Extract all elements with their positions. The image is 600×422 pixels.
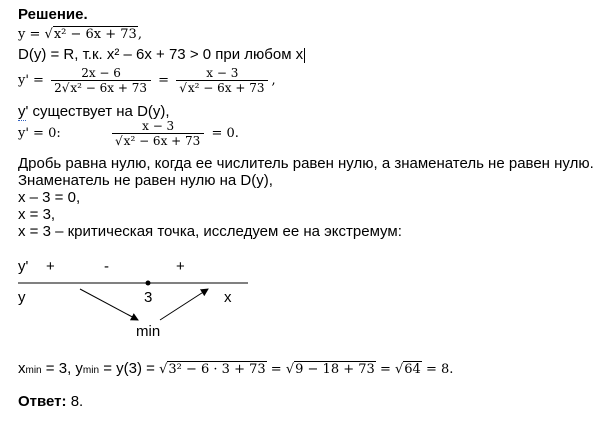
equals-sign: =: [379, 362, 391, 377]
function-lhs: y =: [18, 27, 41, 42]
fraction-numerator: x − 3: [142, 119, 175, 133]
equation-rhs: = 0.: [211, 126, 239, 141]
spellcheck-mark: y: [18, 103, 26, 120]
equation-lhs: y' = 0:: [18, 126, 61, 141]
solution-heading: Решение.: [18, 6, 88, 23]
radicand: 3² − 6 · 3 + 73: [168, 362, 266, 377]
ymin-label: y: [75, 360, 83, 377]
increasing-arrow: [160, 289, 208, 320]
equals-sign: =: [158, 73, 170, 88]
yprime-label: y': [18, 258, 29, 275]
solution-step: x = 3,: [18, 206, 56, 223]
comma: ,: [137, 27, 142, 42]
domain-text: D(y) = R, т.к. x² – 6x + 73 > 0 при любом x: [18, 46, 304, 63]
critical-point-dot: [146, 281, 151, 286]
fraction-numerator: 2x − 6: [81, 66, 121, 80]
ymin-subscript: min: [82, 365, 100, 376]
equation-step: x – 3 = 0,: [18, 189, 81, 206]
comma: ,: [271, 73, 276, 88]
fraction-zero-rule: Дробь равна нулю, когда ее числитель равен нулю, а знаменатель не равен нулю.: [18, 155, 594, 172]
sign-minus: -: [104, 258, 109, 275]
final-value: = 8.: [425, 362, 454, 377]
sqrt-expression: √9 − 18 + 73: [285, 362, 375, 377]
radicand: x² − 6x + 73: [70, 81, 148, 95]
answer-label: Ответ:: [18, 393, 67, 410]
answer-value: 8.: [70, 393, 84, 410]
fraction-numerator: x − 3: [206, 66, 239, 80]
decreasing-arrow: [80, 289, 138, 320]
y-label: y: [18, 289, 26, 306]
sqrt-expression: √x² − 6x + 73: [179, 81, 265, 95]
derivative-exists-text: ' существует на D(y),: [25, 103, 170, 120]
extremum-result: [18, 360, 453, 379]
critical-point-line: x = 3 – критическая точка, исследуем ее на экстремум:: [18, 223, 402, 240]
ymin-equation: = y(3) =: [103, 360, 155, 377]
xmin-value: = 3,: [45, 360, 72, 377]
radicand: x² − 6x + 73: [187, 81, 265, 95]
sqrt-expression: √x² − 6x + 73: [115, 134, 201, 148]
radicand: x² − 6x + 73: [123, 134, 201, 148]
radicand: 64: [404, 362, 421, 377]
sign-plus-right: +: [176, 258, 185, 275]
sqrt-expression: √3² − 6 · 3 + 73: [159, 362, 266, 377]
sqrt-expression: √x² − 6x + 73: [44, 27, 137, 42]
x-label: x: [224, 289, 232, 306]
xmin-label: x: [18, 360, 26, 377]
denominator-note: Знаменатель не равен нулю на D(y),: [18, 172, 273, 189]
answer-line: [18, 393, 83, 410]
radicand: 9 − 18 + 73: [295, 362, 375, 377]
radicand: x² − 6x + 73: [53, 27, 137, 42]
sqrt-expression: √64: [394, 362, 421, 377]
coefficient: 2: [54, 81, 62, 95]
sign-plus-left: +: [46, 258, 55, 275]
xmin-subscript: min: [25, 365, 42, 376]
min-label: min: [136, 323, 161, 340]
sqrt-expression: √x² − 6x + 73: [61, 81, 148, 95]
equals-sign: =: [270, 362, 282, 377]
critical-point-label: 3: [144, 289, 153, 306]
derivative-lhs: y' =: [18, 73, 44, 88]
